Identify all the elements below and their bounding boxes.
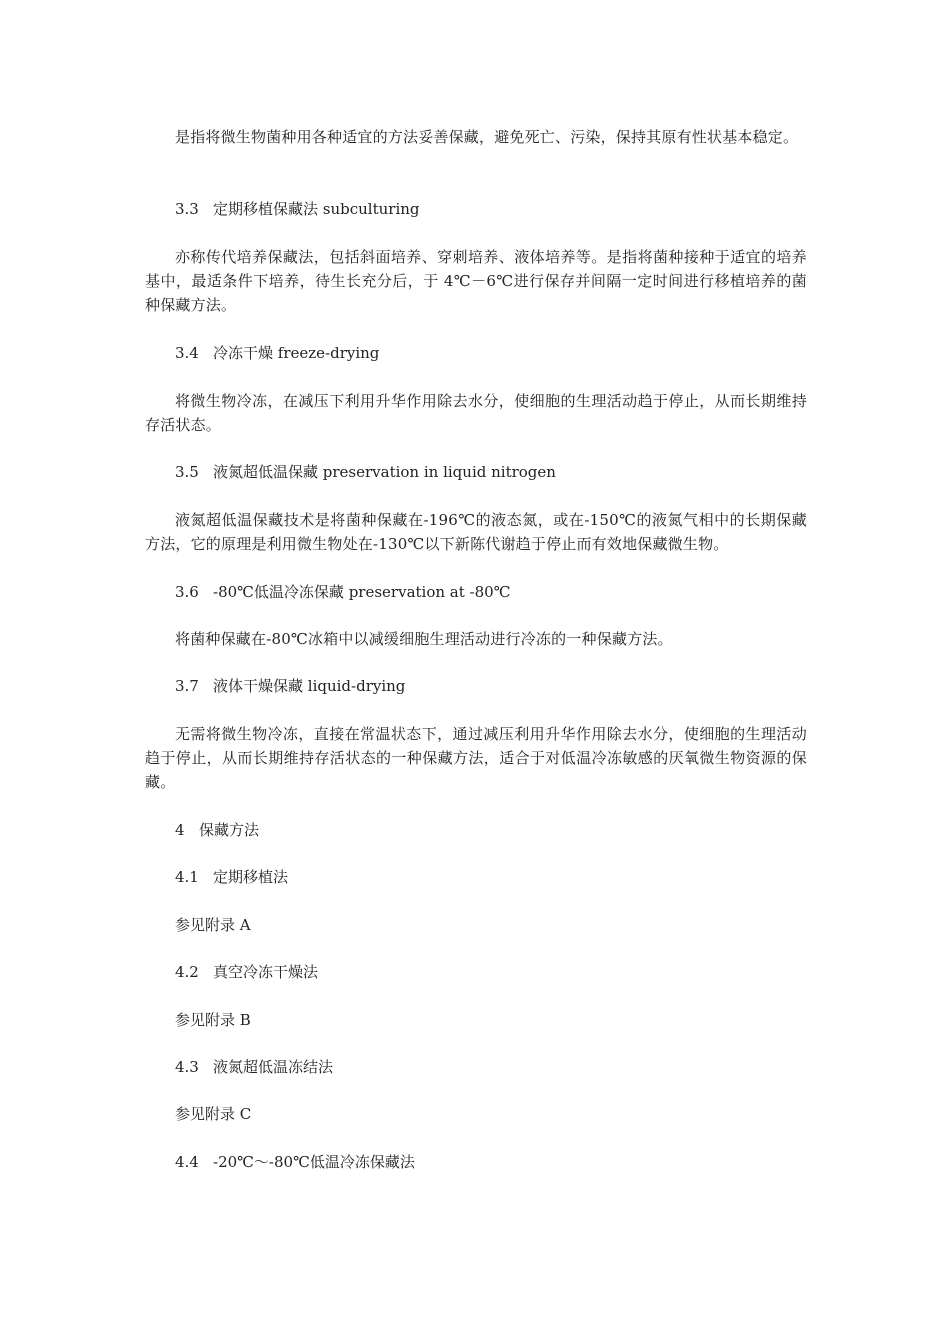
section-heading-4-3 bbox=[145, 1055, 837, 1079]
section-title: -20℃～-80℃低温冷冻保藏法 bbox=[213, 1153, 415, 1171]
section-title: 定期移植保藏法 subculturing bbox=[213, 200, 420, 218]
appendix-reference-a: 参见附录 A bbox=[175, 916, 251, 934]
subculturing-paragraph: 亦称传代培养保藏法，包括斜面培养、穿刺培养、液体培养等。是指将菌种接种于适宜的培养基中，最适条件下培养，待生长充分后，于 4℃－6℃进行保存并间隔一定时间进行移植培养的菌种保藏方法。 bbox=[145, 248, 807, 314]
section-title: 液体干燥保藏 liquid-drying bbox=[213, 677, 406, 695]
definition-paragraph: 是指将微生物菌种用各种适宜的方法妥善保藏，避免死亡、污染，保持其原有性状基本稳定。 bbox=[175, 128, 799, 146]
section-title: 液氮超低温保藏 preservation in liquid nitrogen bbox=[213, 463, 556, 481]
section-number: 3.5 bbox=[175, 463, 199, 481]
section-title: 真空冷冻干燥法 bbox=[213, 963, 319, 981]
section-number: 3.3 bbox=[175, 200, 199, 218]
section-title: 定期移植法 bbox=[213, 868, 289, 886]
section-heading-3-6 bbox=[145, 580, 837, 604]
appendix-reference-c: 参见附录 C bbox=[175, 1105, 252, 1123]
section-heading-4-2 bbox=[145, 960, 837, 984]
section-heading-4 bbox=[145, 818, 837, 842]
section-number: 4.3 bbox=[175, 1058, 199, 1076]
section-heading-3-7 bbox=[145, 674, 837, 698]
section-number: 3.6 bbox=[175, 583, 199, 601]
section-heading-3-3 bbox=[145, 197, 837, 221]
section-heading-4-1 bbox=[145, 865, 837, 889]
section-heading-3-5 bbox=[145, 460, 837, 484]
section-number: 4 bbox=[175, 821, 185, 839]
freeze-drying-paragraph: 将微生物冷冻，在减压下利用升华作用除去水分，使细胞的生理活动趋于停止，从而长期维持存活状态。 bbox=[145, 392, 807, 434]
section-title: -80℃低温冷冻保藏 preservation at -80℃ bbox=[213, 583, 511, 601]
section-title: 保藏方法 bbox=[199, 821, 260, 839]
section-number: 4.4 bbox=[175, 1153, 199, 1171]
liquid-drying-paragraph: 无需将微生物冷冻，直接在常温状态下，通过减压利用升华作用除去水分，使细胞的生理活动趋于停止，从而长期维持存活状态的一种保藏方法，适合于对低温冷冻敏感的厌氧微生物资源的保藏。 bbox=[145, 725, 807, 791]
section-number: 3.7 bbox=[175, 677, 199, 695]
section-number: 4.2 bbox=[175, 963, 199, 981]
appendix-reference-b: 参见附录 B bbox=[175, 1011, 251, 1029]
section-title: 液氮超低温冻结法 bbox=[213, 1058, 334, 1076]
section-number: 4.1 bbox=[175, 868, 199, 886]
section-title: 冷冻干燥 freeze-drying bbox=[213, 344, 380, 362]
section-number: 3.4 bbox=[175, 344, 199, 362]
section-heading-3-4 bbox=[145, 341, 837, 365]
minus-80-paragraph: 将菌种保藏在-80℃冰箱中以减缓细胞生理活动进行冷冻的一种保藏方法。 bbox=[175, 630, 673, 648]
section-heading-4-4 bbox=[145, 1150, 837, 1174]
liquid-nitrogen-paragraph: 液氮超低温保藏技术是将菌种保藏在-196℃的液态氮，或在-150℃的液氮气相中的长期保藏方法，它的原理是利用微生物处在-130℃以下新陈代谢趋于停止而有效地保藏微生物。 bbox=[145, 511, 807, 553]
